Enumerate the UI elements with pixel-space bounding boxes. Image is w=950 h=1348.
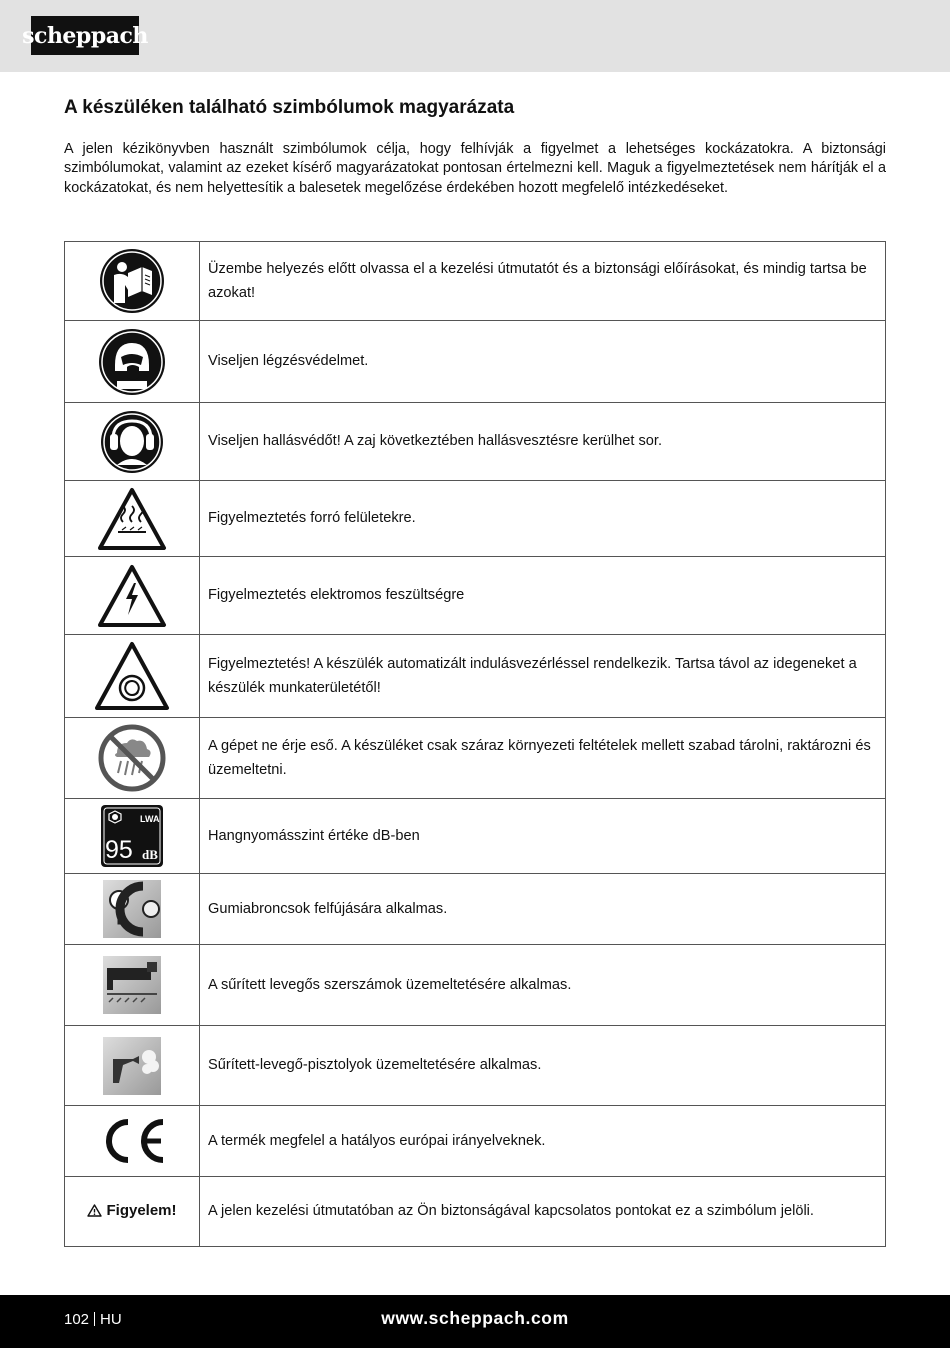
table-row: [65, 481, 886, 557]
sound-level-unit: dB: [142, 847, 158, 862]
hot-surface-warning-icon: [96, 486, 168, 552]
symbol-description: Figyelmeztetés elektromos feszültségre: [200, 557, 886, 635]
page-number-value: 102: [64, 1311, 90, 1328]
symbol-description: A gépet ne érje eső. A készüléket csak száraz környezeti feltételek mellett szabad tárolni, raktározni és üzemeltetni.: [200, 718, 886, 799]
page-title: A készüléken található szimbólumok magyarázata: [64, 97, 515, 118]
table-row: [65, 557, 886, 635]
symbol-description: Viseljen légzésvédelmet.: [200, 321, 886, 403]
sound-level-icon: [100, 804, 164, 868]
symbol-description: Sűrített-levegő-pisztolyok üzemeltetésére alkalmas.: [200, 1026, 886, 1106]
warning-triangle-icon: [87, 1204, 102, 1217]
symbol-description: Hangnyomásszint értéke dB-ben: [200, 799, 886, 874]
automatic-start-warning-icon: [93, 640, 171, 712]
intro-paragraph: A jelen kézikönyvben használt szimbólumok célja, hogy felhívják a figyelmet a lehetséges kockázatokra. A biztonsági szimbólumokat, valamint az ezeket kísérő magyarázatokat pontosan értelmezni kell. Maguk a figyelmeztetések nem hárítják el a kockázatokat, és nem helyettesítik a balesetek megelőzése érdekében hozott megfelelő intézkedéseket.: [64, 141, 886, 196]
icon-cell: [65, 557, 200, 635]
table-row: [65, 242, 886, 321]
symbol-description: Figyelmeztetés forró felületekre.: [200, 481, 886, 557]
table-row: [65, 874, 886, 945]
nail-gun-icon: [103, 956, 161, 1014]
read-manual-icon: [98, 247, 166, 315]
symbol-description: Gumiabroncsok felfújására alkalmas.: [200, 874, 886, 945]
icon-cell: [65, 403, 200, 481]
no-rain-icon: [97, 723, 167, 793]
language-code: HU: [100, 1311, 122, 1328]
symbols-table: [64, 241, 886, 1247]
icon-cell: [65, 874, 200, 945]
symbol-description: A termék megfelel a hatályos európai irányelveknek.: [200, 1106, 886, 1177]
icon-cell: [65, 481, 200, 557]
ear-protection-icon: [99, 409, 165, 475]
sound-level-label: LWA: [140, 814, 160, 824]
page-header: [0, 0, 950, 72]
respirator-icon: [97, 327, 167, 397]
ce-mark-icon: [97, 1118, 167, 1164]
warning-label-text: Figyelem!: [106, 1201, 177, 1219]
symbol-description: A jelen kezelési útmutatóban az Ön biztonságával kapcsolatos pontokat ez a szimbólum jelöli.: [200, 1177, 886, 1247]
symbol-description: Figyelmeztetés! A készülék automatizált indulásvezérléssel rendelkezik. Tartsa távol az idegeneket a készülék munkaterületétől!: [200, 635, 886, 718]
table-row: [65, 1106, 886, 1177]
table-row: [65, 635, 886, 718]
icon-cell: [65, 1177, 200, 1247]
table-row: [65, 799, 886, 874]
warning-label: [87, 1202, 176, 1219]
icon-cell: [65, 1106, 200, 1177]
table-row: [65, 718, 886, 799]
table-row: [65, 321, 886, 403]
icon-cell: [65, 718, 200, 799]
electrical-voltage-warning-icon: [96, 563, 168, 629]
table-row: [65, 1177, 886, 1247]
tire-inflation-icon: [103, 880, 161, 938]
icon-cell: [65, 242, 200, 321]
icon-cell: [65, 799, 200, 874]
symbol-description: Üzembe helyezés előtt olvassa el a kezelési útmutatót és a biztonsági előírásokat, és mindig tartsa be azokat!: [200, 242, 886, 321]
table-row: [65, 945, 886, 1026]
icon-cell: [65, 945, 200, 1026]
icon-cell: [65, 321, 200, 403]
website-link[interactable]: www.scheppach.com: [381, 1308, 569, 1328]
table-row: [65, 1026, 886, 1106]
page-footer: [0, 1295, 950, 1348]
table-row: [65, 403, 886, 481]
icon-cell: [65, 1026, 200, 1106]
symbol-description: Viseljen hallásvédőt! A zaj következtében hallásvesztésre kerülhet sor.: [200, 403, 886, 481]
scheppach-logo: scheppach: [31, 16, 139, 55]
spray-gun-icon: [103, 1037, 161, 1095]
symbol-description: A sűrített levegős szerszámok üzemeltetésére alkalmas.: [200, 945, 886, 1026]
sound-level-value: 95: [105, 836, 133, 864]
icon-cell: [65, 635, 200, 718]
